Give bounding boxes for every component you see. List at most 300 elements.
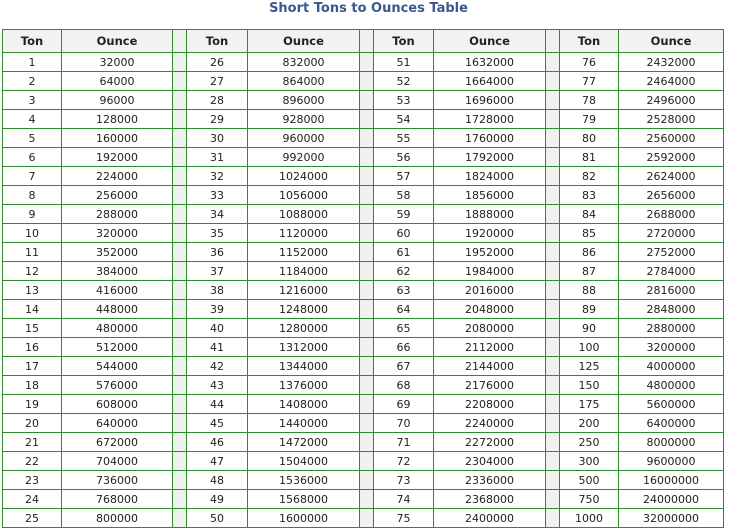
ounce-cell: 864000 bbox=[248, 72, 360, 91]
ton-cell: 73 bbox=[374, 471, 434, 490]
ounce-cell: 128000 bbox=[62, 110, 173, 129]
ton-cell: 51 bbox=[374, 53, 434, 72]
ton-cell: 23 bbox=[3, 471, 62, 490]
table-row bbox=[3, 129, 724, 148]
column-separator bbox=[173, 30, 187, 53]
ounce-cell: 1824000 bbox=[434, 167, 546, 186]
ounce-cell: 768000 bbox=[62, 490, 173, 509]
ounce-cell: 4800000 bbox=[619, 376, 724, 395]
column-separator bbox=[360, 281, 374, 300]
ton-cell: 86 bbox=[560, 243, 619, 262]
ton-cell: 33 bbox=[187, 186, 248, 205]
header-ounce: Ounce bbox=[248, 30, 360, 53]
ton-cell: 20 bbox=[3, 414, 62, 433]
ounce-cell: 2208000 bbox=[434, 395, 546, 414]
ton-cell: 8 bbox=[3, 186, 62, 205]
table-row bbox=[3, 471, 724, 490]
ton-cell: 59 bbox=[374, 205, 434, 224]
column-separator bbox=[546, 319, 560, 338]
page-title: Short Tons to Ounces Table bbox=[269, 1, 468, 16]
ton-cell: 63 bbox=[374, 281, 434, 300]
ounce-cell: 64000 bbox=[62, 72, 173, 91]
column-separator bbox=[360, 53, 374, 72]
ounce-cell: 1760000 bbox=[434, 129, 546, 148]
column-separator bbox=[173, 186, 187, 205]
ounce-cell: 1504000 bbox=[248, 452, 360, 471]
ounce-cell: 1088000 bbox=[248, 205, 360, 224]
ton-cell: 25 bbox=[3, 509, 62, 528]
column-separator bbox=[546, 129, 560, 148]
ton-cell: 1 bbox=[3, 53, 62, 72]
ounce-cell: 32000 bbox=[62, 53, 173, 72]
ton-cell: 24 bbox=[3, 490, 62, 509]
ounce-cell: 1184000 bbox=[248, 262, 360, 281]
ton-cell: 22 bbox=[3, 452, 62, 471]
ton-cell: 36 bbox=[187, 243, 248, 262]
column-separator bbox=[546, 110, 560, 129]
ounce-cell: 2432000 bbox=[619, 53, 724, 72]
column-separator bbox=[173, 395, 187, 414]
ounce-cell: 544000 bbox=[62, 357, 173, 376]
column-separator bbox=[546, 376, 560, 395]
ton-cell: 83 bbox=[560, 186, 619, 205]
ton-cell: 16 bbox=[3, 338, 62, 357]
ounce-cell: 1248000 bbox=[248, 300, 360, 319]
ounce-cell: 2528000 bbox=[619, 110, 724, 129]
ton-cell: 17 bbox=[3, 357, 62, 376]
table-row bbox=[3, 376, 724, 395]
ounce-cell: 2048000 bbox=[434, 300, 546, 319]
column-separator bbox=[360, 509, 374, 528]
table-row bbox=[3, 281, 724, 300]
ton-cell: 69 bbox=[374, 395, 434, 414]
column-separator bbox=[546, 30, 560, 53]
ton-cell: 42 bbox=[187, 357, 248, 376]
ton-cell: 6 bbox=[3, 148, 62, 167]
column-separator bbox=[546, 224, 560, 243]
ounce-cell: 9600000 bbox=[619, 452, 724, 471]
ounce-cell: 2176000 bbox=[434, 376, 546, 395]
column-separator bbox=[546, 452, 560, 471]
ton-cell: 46 bbox=[187, 433, 248, 452]
ounce-cell: 256000 bbox=[62, 186, 173, 205]
column-separator bbox=[546, 205, 560, 224]
ton-cell: 11 bbox=[3, 243, 62, 262]
header-ton: Ton bbox=[187, 30, 248, 53]
column-separator bbox=[546, 414, 560, 433]
ounce-cell: 1344000 bbox=[248, 357, 360, 376]
column-separator bbox=[546, 167, 560, 186]
column-separator bbox=[360, 243, 374, 262]
ounce-cell: 2752000 bbox=[619, 243, 724, 262]
table-row bbox=[3, 205, 724, 224]
ounce-cell: 2624000 bbox=[619, 167, 724, 186]
ton-cell: 500 bbox=[560, 471, 619, 490]
column-separator bbox=[546, 395, 560, 414]
ton-cell: 54 bbox=[374, 110, 434, 129]
ton-cell: 52 bbox=[374, 72, 434, 91]
column-separator bbox=[173, 53, 187, 72]
header-ton: Ton bbox=[560, 30, 619, 53]
ton-cell: 62 bbox=[374, 262, 434, 281]
ounce-cell: 1568000 bbox=[248, 490, 360, 509]
column-separator bbox=[360, 338, 374, 357]
ounce-cell: 8000000 bbox=[619, 433, 724, 452]
table-row bbox=[3, 110, 724, 129]
column-separator bbox=[173, 490, 187, 509]
column-separator bbox=[546, 262, 560, 281]
column-separator bbox=[173, 262, 187, 281]
column-separator bbox=[173, 205, 187, 224]
ounce-cell: 2112000 bbox=[434, 338, 546, 357]
ounce-cell: 1920000 bbox=[434, 224, 546, 243]
ounce-cell: 448000 bbox=[62, 300, 173, 319]
ounce-cell: 1792000 bbox=[434, 148, 546, 167]
ounce-cell: 352000 bbox=[62, 243, 173, 262]
ounce-cell: 1440000 bbox=[248, 414, 360, 433]
table-row bbox=[3, 509, 724, 528]
ton-cell: 65 bbox=[374, 319, 434, 338]
ounce-cell: 1856000 bbox=[434, 186, 546, 205]
column-separator bbox=[173, 72, 187, 91]
ounce-cell: 224000 bbox=[62, 167, 173, 186]
ton-cell: 64 bbox=[374, 300, 434, 319]
column-separator bbox=[173, 300, 187, 319]
ounce-cell: 2592000 bbox=[619, 148, 724, 167]
column-separator bbox=[360, 357, 374, 376]
ounce-cell: 1024000 bbox=[248, 167, 360, 186]
ton-cell: 68 bbox=[374, 376, 434, 395]
ton-cell: 72 bbox=[374, 452, 434, 471]
ounce-cell: 2784000 bbox=[619, 262, 724, 281]
ounce-cell: 288000 bbox=[62, 205, 173, 224]
ounce-cell: 2080000 bbox=[434, 319, 546, 338]
ounce-cell: 992000 bbox=[248, 148, 360, 167]
ounce-cell: 2400000 bbox=[434, 509, 546, 528]
ounce-cell: 2336000 bbox=[434, 471, 546, 490]
ton-cell: 85 bbox=[560, 224, 619, 243]
ton-cell: 30 bbox=[187, 129, 248, 148]
column-separator bbox=[546, 148, 560, 167]
ton-cell: 47 bbox=[187, 452, 248, 471]
ounce-cell: 320000 bbox=[62, 224, 173, 243]
column-separator bbox=[360, 490, 374, 509]
column-separator bbox=[546, 186, 560, 205]
ton-cell: 150 bbox=[560, 376, 619, 395]
column-separator bbox=[173, 319, 187, 338]
ounce-cell: 928000 bbox=[248, 110, 360, 129]
ton-cell: 200 bbox=[560, 414, 619, 433]
column-separator bbox=[546, 357, 560, 376]
column-separator bbox=[173, 110, 187, 129]
ton-cell: 57 bbox=[374, 167, 434, 186]
column-separator bbox=[360, 72, 374, 91]
ounce-cell: 2688000 bbox=[619, 205, 724, 224]
ton-cell: 50 bbox=[187, 509, 248, 528]
ton-cell: 75 bbox=[374, 509, 434, 528]
ounce-cell: 2464000 bbox=[619, 72, 724, 91]
ounce-cell: 1216000 bbox=[248, 281, 360, 300]
column-separator bbox=[546, 471, 560, 490]
column-separator bbox=[360, 205, 374, 224]
ounce-cell: 2368000 bbox=[434, 490, 546, 509]
ounce-cell: 1728000 bbox=[434, 110, 546, 129]
column-separator bbox=[360, 395, 374, 414]
ounce-cell: 1120000 bbox=[248, 224, 360, 243]
ton-cell: 37 bbox=[187, 262, 248, 281]
ounce-cell: 896000 bbox=[248, 91, 360, 110]
ounce-cell: 32000000 bbox=[619, 509, 724, 528]
ton-cell: 40 bbox=[187, 319, 248, 338]
ounce-cell: 5600000 bbox=[619, 395, 724, 414]
ounce-cell: 2656000 bbox=[619, 186, 724, 205]
ton-cell: 41 bbox=[187, 338, 248, 357]
ounce-cell: 2848000 bbox=[619, 300, 724, 319]
column-separator bbox=[546, 490, 560, 509]
column-separator bbox=[173, 509, 187, 528]
column-separator bbox=[173, 243, 187, 262]
ton-cell: 21 bbox=[3, 433, 62, 452]
column-separator bbox=[360, 471, 374, 490]
column-separator bbox=[546, 91, 560, 110]
ounce-cell: 2880000 bbox=[619, 319, 724, 338]
column-separator bbox=[360, 186, 374, 205]
ton-cell: 76 bbox=[560, 53, 619, 72]
ton-cell: 300 bbox=[560, 452, 619, 471]
ounce-cell: 1056000 bbox=[248, 186, 360, 205]
ton-cell: 27 bbox=[187, 72, 248, 91]
ounce-cell: 1952000 bbox=[434, 243, 546, 262]
ounce-cell: 384000 bbox=[62, 262, 173, 281]
ounce-cell: 672000 bbox=[62, 433, 173, 452]
table-row bbox=[3, 243, 724, 262]
ounce-cell: 1280000 bbox=[248, 319, 360, 338]
column-separator bbox=[360, 110, 374, 129]
ton-cell: 100 bbox=[560, 338, 619, 357]
ton-cell: 87 bbox=[560, 262, 619, 281]
table-row bbox=[3, 91, 724, 110]
ounce-cell: 1152000 bbox=[248, 243, 360, 262]
column-separator bbox=[360, 91, 374, 110]
ounce-cell: 2272000 bbox=[434, 433, 546, 452]
ounce-cell: 1664000 bbox=[434, 72, 546, 91]
ounce-cell: 96000 bbox=[62, 91, 173, 110]
header-row bbox=[3, 30, 724, 53]
column-separator bbox=[546, 300, 560, 319]
ounce-cell: 1984000 bbox=[434, 262, 546, 281]
ounce-cell: 1472000 bbox=[248, 433, 360, 452]
ton-cell: 82 bbox=[560, 167, 619, 186]
column-separator bbox=[360, 300, 374, 319]
ounce-cell: 2304000 bbox=[434, 452, 546, 471]
ounce-cell: 800000 bbox=[62, 509, 173, 528]
column-separator bbox=[173, 357, 187, 376]
ounce-cell: 832000 bbox=[248, 53, 360, 72]
table-body bbox=[3, 53, 724, 528]
header-ton: Ton bbox=[374, 30, 434, 53]
ton-cell: 3 bbox=[3, 91, 62, 110]
ounce-cell: 16000000 bbox=[619, 471, 724, 490]
ounce-cell: 480000 bbox=[62, 319, 173, 338]
conversion-table bbox=[2, 29, 724, 528]
ounce-cell: 2144000 bbox=[434, 357, 546, 376]
column-separator bbox=[360, 30, 374, 53]
ton-cell: 48 bbox=[187, 471, 248, 490]
ton-cell: 1000 bbox=[560, 509, 619, 528]
ton-cell: 77 bbox=[560, 72, 619, 91]
ton-cell: 88 bbox=[560, 281, 619, 300]
ounce-cell: 960000 bbox=[248, 129, 360, 148]
column-separator bbox=[360, 129, 374, 148]
column-separator bbox=[173, 376, 187, 395]
ounce-cell: 1888000 bbox=[434, 205, 546, 224]
column-separator bbox=[546, 338, 560, 357]
table-row bbox=[3, 357, 724, 376]
ton-cell: 58 bbox=[374, 186, 434, 205]
table-row bbox=[3, 319, 724, 338]
ounce-cell: 576000 bbox=[62, 376, 173, 395]
table-row bbox=[3, 338, 724, 357]
ton-cell: 750 bbox=[560, 490, 619, 509]
ounce-cell: 192000 bbox=[62, 148, 173, 167]
ounce-cell: 1376000 bbox=[248, 376, 360, 395]
ton-cell: 79 bbox=[560, 110, 619, 129]
ton-cell: 70 bbox=[374, 414, 434, 433]
ton-cell: 19 bbox=[3, 395, 62, 414]
ounce-cell: 1536000 bbox=[248, 471, 360, 490]
column-separator bbox=[173, 91, 187, 110]
ton-cell: 38 bbox=[187, 281, 248, 300]
table-row bbox=[3, 490, 724, 509]
column-separator bbox=[173, 129, 187, 148]
ton-cell: 56 bbox=[374, 148, 434, 167]
ton-cell: 67 bbox=[374, 357, 434, 376]
ounce-cell: 160000 bbox=[62, 129, 173, 148]
header-ounce: Ounce bbox=[62, 30, 173, 53]
column-separator bbox=[360, 433, 374, 452]
ounce-cell: 2016000 bbox=[434, 281, 546, 300]
column-separator bbox=[546, 509, 560, 528]
column-separator bbox=[546, 433, 560, 452]
table-row bbox=[3, 395, 724, 414]
ton-cell: 66 bbox=[374, 338, 434, 357]
column-separator bbox=[173, 224, 187, 243]
ton-cell: 39 bbox=[187, 300, 248, 319]
ton-cell: 10 bbox=[3, 224, 62, 243]
ounce-cell: 6400000 bbox=[619, 414, 724, 433]
column-separator bbox=[360, 148, 374, 167]
ton-cell: 35 bbox=[187, 224, 248, 243]
ton-cell: 125 bbox=[560, 357, 619, 376]
column-separator bbox=[173, 433, 187, 452]
ton-cell: 5 bbox=[3, 129, 62, 148]
ounce-cell: 2720000 bbox=[619, 224, 724, 243]
ounce-cell: 3200000 bbox=[619, 338, 724, 357]
ounce-cell: 2240000 bbox=[434, 414, 546, 433]
table-row bbox=[3, 452, 724, 471]
ounce-cell: 1600000 bbox=[248, 509, 360, 528]
ton-cell: 61 bbox=[374, 243, 434, 262]
ton-cell: 45 bbox=[187, 414, 248, 433]
column-separator bbox=[173, 414, 187, 433]
ton-cell: 60 bbox=[374, 224, 434, 243]
ton-cell: 80 bbox=[560, 129, 619, 148]
column-separator bbox=[546, 72, 560, 91]
ounce-cell: 640000 bbox=[62, 414, 173, 433]
ton-cell: 9 bbox=[3, 205, 62, 224]
header-ounce: Ounce bbox=[434, 30, 546, 53]
ounce-cell: 512000 bbox=[62, 338, 173, 357]
ounce-cell: 4000000 bbox=[619, 357, 724, 376]
column-separator bbox=[546, 53, 560, 72]
column-separator bbox=[173, 148, 187, 167]
ton-cell: 44 bbox=[187, 395, 248, 414]
ton-cell: 4 bbox=[3, 110, 62, 129]
ton-cell: 28 bbox=[187, 91, 248, 110]
ton-cell: 71 bbox=[374, 433, 434, 452]
ton-cell: 31 bbox=[187, 148, 248, 167]
ton-cell: 7 bbox=[3, 167, 62, 186]
ton-cell: 34 bbox=[187, 205, 248, 224]
ton-cell: 81 bbox=[560, 148, 619, 167]
column-separator bbox=[173, 338, 187, 357]
ton-cell: 53 bbox=[374, 91, 434, 110]
ton-cell: 49 bbox=[187, 490, 248, 509]
ounce-cell: 1312000 bbox=[248, 338, 360, 357]
table-row bbox=[3, 300, 724, 319]
ounce-cell: 2560000 bbox=[619, 129, 724, 148]
table-row bbox=[3, 224, 724, 243]
ton-cell: 13 bbox=[3, 281, 62, 300]
ton-cell: 84 bbox=[560, 205, 619, 224]
header-ounce: Ounce bbox=[619, 30, 724, 53]
ton-cell: 15 bbox=[3, 319, 62, 338]
ton-cell: 26 bbox=[187, 53, 248, 72]
ounce-cell: 416000 bbox=[62, 281, 173, 300]
table-row bbox=[3, 186, 724, 205]
ton-cell: 43 bbox=[187, 376, 248, 395]
ton-cell: 14 bbox=[3, 300, 62, 319]
header-ton: Ton bbox=[3, 30, 62, 53]
ton-cell: 74 bbox=[374, 490, 434, 509]
ton-cell: 12 bbox=[3, 262, 62, 281]
ton-cell: 89 bbox=[560, 300, 619, 319]
ounce-cell: 736000 bbox=[62, 471, 173, 490]
ounce-cell: 1696000 bbox=[434, 91, 546, 110]
column-separator bbox=[360, 319, 374, 338]
ounce-cell: 704000 bbox=[62, 452, 173, 471]
column-separator bbox=[360, 376, 374, 395]
ton-cell: 55 bbox=[374, 129, 434, 148]
column-separator bbox=[173, 452, 187, 471]
ounce-cell: 2816000 bbox=[619, 281, 724, 300]
column-separator bbox=[360, 452, 374, 471]
ton-cell: 175 bbox=[560, 395, 619, 414]
ton-cell: 250 bbox=[560, 433, 619, 452]
table-row bbox=[3, 148, 724, 167]
ounce-cell: 1408000 bbox=[248, 395, 360, 414]
column-separator bbox=[360, 167, 374, 186]
column-separator bbox=[173, 167, 187, 186]
column-separator bbox=[546, 281, 560, 300]
table-row bbox=[3, 433, 724, 452]
ton-cell: 90 bbox=[560, 319, 619, 338]
ounce-cell: 608000 bbox=[62, 395, 173, 414]
table-row bbox=[3, 414, 724, 433]
table-row bbox=[3, 72, 724, 91]
ounce-cell: 24000000 bbox=[619, 490, 724, 509]
ton-cell: 18 bbox=[3, 376, 62, 395]
